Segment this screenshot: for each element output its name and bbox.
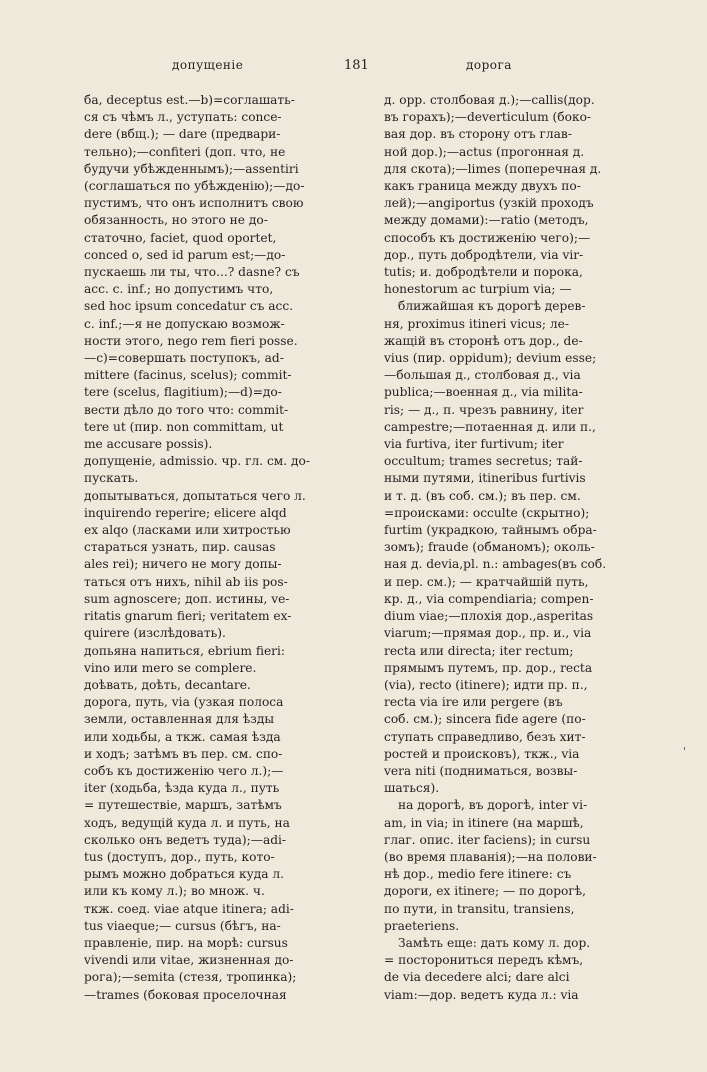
text-line: тельно);—confiteri (доп. что, не (84, 144, 286, 159)
text-line: рога);—semita (стезя, тропинка); (84, 970, 297, 985)
text-line: для скота);—limes (поперечная д. (384, 161, 602, 176)
text-line: статочно, faciet, quod oportet, (84, 230, 277, 245)
text-line: пустимъ, что онъ исполнитъ свою (84, 196, 304, 211)
page-number: 181 (344, 58, 369, 73)
text-line: furtim (украдкою, тайнымъ обра- (384, 523, 597, 538)
text-line: —большая д., столбовая д., via (384, 368, 581, 383)
text-line: = путешествіе, маршъ, затѣмъ (84, 798, 282, 813)
text-line: viarum;—прямая дор., пр. и., via (384, 626, 592, 641)
text-line: въ горахъ);—deverticulum (боко- (384, 110, 592, 125)
text-line: publica;—военная д., via milita- (384, 385, 583, 400)
text-line: conced o, sed id parum est;—до- (84, 247, 286, 262)
text-line: рымъ можно добраться куда л. (84, 867, 285, 882)
text-line: обязанность, но этого не до- (84, 213, 268, 228)
text-line: de via decedere alci; dare alci (384, 970, 570, 985)
right-column (384, 92, 670, 1004)
text-line: dium viae;—плохія дор.,asperitas (384, 609, 594, 624)
text-line: сколько онъ ведетъ туда);—adi- (84, 832, 287, 847)
text-line: шаться). (384, 781, 440, 796)
text-line: допьяна напиться, ebrium fieri: (84, 643, 286, 658)
text-line: =происками: occulte (скрытно); (384, 505, 590, 520)
text-line: ex alqo (ласками или хитростью (84, 523, 291, 538)
text-line: recta via ire или pergere (въ (384, 695, 563, 710)
running-header (0, 58, 707, 78)
text-line: ными путями, itineribus furtivis (384, 471, 586, 486)
text-line: tus (доступъ, дор., путь, кото- (84, 849, 275, 864)
text-line: прямымъ путемъ, пр. дор., recta (384, 660, 593, 675)
text-line: praeteriens. (384, 918, 460, 933)
text-line: iter (ходьба, ѣзда куда л., путь (84, 781, 280, 796)
text-line: ся съ чѣмъ л., уступать: conce- (84, 110, 282, 125)
text-line: дорога, путь, via (узкая полоса (84, 695, 284, 710)
text-line: нѣ дор., medio fere itinere: съ (384, 867, 572, 882)
margin-mark: ' (683, 745, 687, 758)
text-line: me accusare possis). (84, 437, 213, 452)
text-line: (via), recto (itinere); идти пр. п., (384, 677, 588, 692)
text-line: д. орр. столбовая д.);—callis(дор. (384, 93, 595, 107)
text-line: tutis; и. добродѣтели и порока, (384, 265, 583, 280)
text-line: ной дор.);—actus (прогонная д. (384, 144, 585, 159)
text-line: ности этого, nego rem fieri posse. (84, 333, 298, 348)
left-column (84, 92, 366, 1004)
text-line: ня, proximus itineri vicus; ле- (384, 316, 569, 331)
text-line: вести дѣло до того что: commit- (84, 402, 289, 417)
text-line: tus viaeque;— cursus (бѣгъ, на- (84, 918, 281, 933)
text-line: —trames (боковая проселочная (84, 987, 287, 1002)
text-line: пускаешь ли ты, что...? dasne? съ (84, 265, 300, 280)
text-line: (во время плаванія);—на полови- (384, 849, 597, 864)
text-line: sum agnoscere; доп. истины, ve- (84, 591, 290, 606)
text-line: таться отъ нихъ, nihil ab iis pos- (84, 574, 288, 589)
text-line: и пер. см.); — кратчайшій путь, (384, 574, 589, 589)
text-line: ба, deceptus est.—b)=соглашать- (84, 93, 295, 107)
text-line: viam:—дор. ведетъ куда л.: via (384, 987, 579, 1002)
text-line: и т. д. (въ соб. см.); въ пер. см. (384, 488, 581, 503)
text-line: соб. см.); sincera fide agere (по- (384, 712, 586, 727)
text-line: ная д. devia,pl. n.: ambages(въ соб. (384, 557, 607, 572)
text-line: occultum; trames secretus; тай- (384, 454, 583, 469)
header-left-headword: допущеніе (172, 58, 244, 72)
header-right-headword: дорога (466, 58, 512, 72)
text-line: recta или directa; iter rectum; (384, 643, 574, 658)
text-line: дор., путь добродѣтели, via vir- (384, 247, 584, 262)
text-line: кр. д., via compendiaria; compen- (384, 591, 594, 606)
text-line: и ходъ; затѣмъ въ пер. см. спо- (84, 746, 283, 761)
text-line: лей);—angiportus (узкій проходъ (384, 196, 594, 211)
text-line: ходъ, ведущій куда л. и путь, на (84, 815, 290, 830)
text-line: ткж. соед. viae atque itinera; adi- (84, 901, 294, 916)
text-line: допытываться, допытаться чего л. (84, 488, 306, 503)
text-line: campestre;—потаенная д. или п., (384, 419, 596, 434)
text-line: жащій въ сторонѣ отъ дор., de- (384, 333, 583, 348)
text-line: на дорогѣ, въ дорогѣ, inter vi- (398, 798, 588, 813)
text-line: ростей и происковъ), ткж., via (384, 746, 580, 761)
text-line: будучи убѣжденнымъ);—assentiri (84, 161, 299, 176)
text-line: mittere (facinus, scelus); commit- (84, 368, 292, 383)
text-line: vius (пир. oppidum); devium esse; (384, 351, 597, 366)
text-line: между домами):—ratio (методъ, (384, 213, 589, 228)
text-line: inquirendo reperire; elicere alqd (84, 505, 287, 520)
text-line: дороги, ex itinere; — по дорогѣ, (384, 884, 586, 899)
text-line: sed hoc ipsum concedatur съ acc. (84, 299, 294, 314)
text-line: доѣвать, доѣть, decantare. (84, 677, 251, 692)
text-line: vino или mero se complere. (84, 660, 257, 675)
text-line: = посторониться передъ кѣмъ, (384, 953, 584, 968)
text-line: или ходьбы, а ткж. самая ѣзда (84, 729, 281, 744)
text-line: honestorum ac turpium via; — (384, 282, 572, 297)
text-line: tere (scelus, flagitium);—d)=до- (84, 385, 282, 400)
text-line: или къ кому л.); во множ. ч. (84, 884, 265, 899)
text-line: am, in via; in itinere (на маршѣ, (384, 815, 584, 830)
text-line: quirere (изслѣдовать). (84, 626, 226, 641)
text-line: с. inf.;—я не допускаю возмож- (84, 316, 285, 331)
text-line: via furtiva, iter furtivum; iter (384, 437, 564, 452)
text-line: правленіе, пир. на морѣ: cursus (84, 935, 288, 950)
text-line: глаг. опис. iter faciens); in cursu (384, 832, 591, 847)
text-line: допущеніе, admissio. чр. гл. см. до- (84, 454, 310, 469)
text-line: ales rei); ничего не могу допы- (84, 557, 282, 572)
text-line: какъ граница между двухъ по- (384, 179, 581, 194)
text-line: tere ut (пир. non committam, ut (84, 419, 284, 434)
text-line: vera niti (подниматься, возвы- (384, 763, 578, 778)
text-line: стараться узнать, пир. causas (84, 540, 276, 555)
text-line: ritatis gnarum fieri; veritatem ex- (84, 609, 292, 624)
text-line: зомъ); fraude (обманомъ); околь- (384, 540, 595, 555)
text-line: ris; — д., п. чрезъ равнину, iter (384, 402, 584, 417)
text-line: acc. с. inf.; но допустимъ что, (84, 282, 274, 297)
text-line: способъ къ достиженію чего);— (384, 230, 591, 245)
text-line: dere (вбщ.); — dare (предвари- (84, 127, 281, 142)
text-line: пускать. (84, 471, 139, 486)
text-line: Замѣть еще: дать кому л. дор. (398, 935, 591, 950)
text-line: земли, оставленная для ѣзды (84, 712, 275, 727)
text-line: ближайшая къ дорогѣ дерев- (398, 299, 586, 314)
text-line: ступать справедливо, безъ хит- (384, 729, 586, 744)
text-line: —c)=совершать поступокъ, ad- (84, 351, 284, 366)
text-line: vivendi или vitae, жизненная до- (84, 953, 294, 968)
text-line: (соглашаться по убѣжденію);—до- (84, 179, 305, 194)
text-line: по пути, in transitu, transiens, (384, 901, 575, 916)
text-line: собъ къ достиженію чего л.);— (84, 763, 284, 778)
text-line: вая дор. въ сторону отъ глав- (384, 127, 572, 142)
